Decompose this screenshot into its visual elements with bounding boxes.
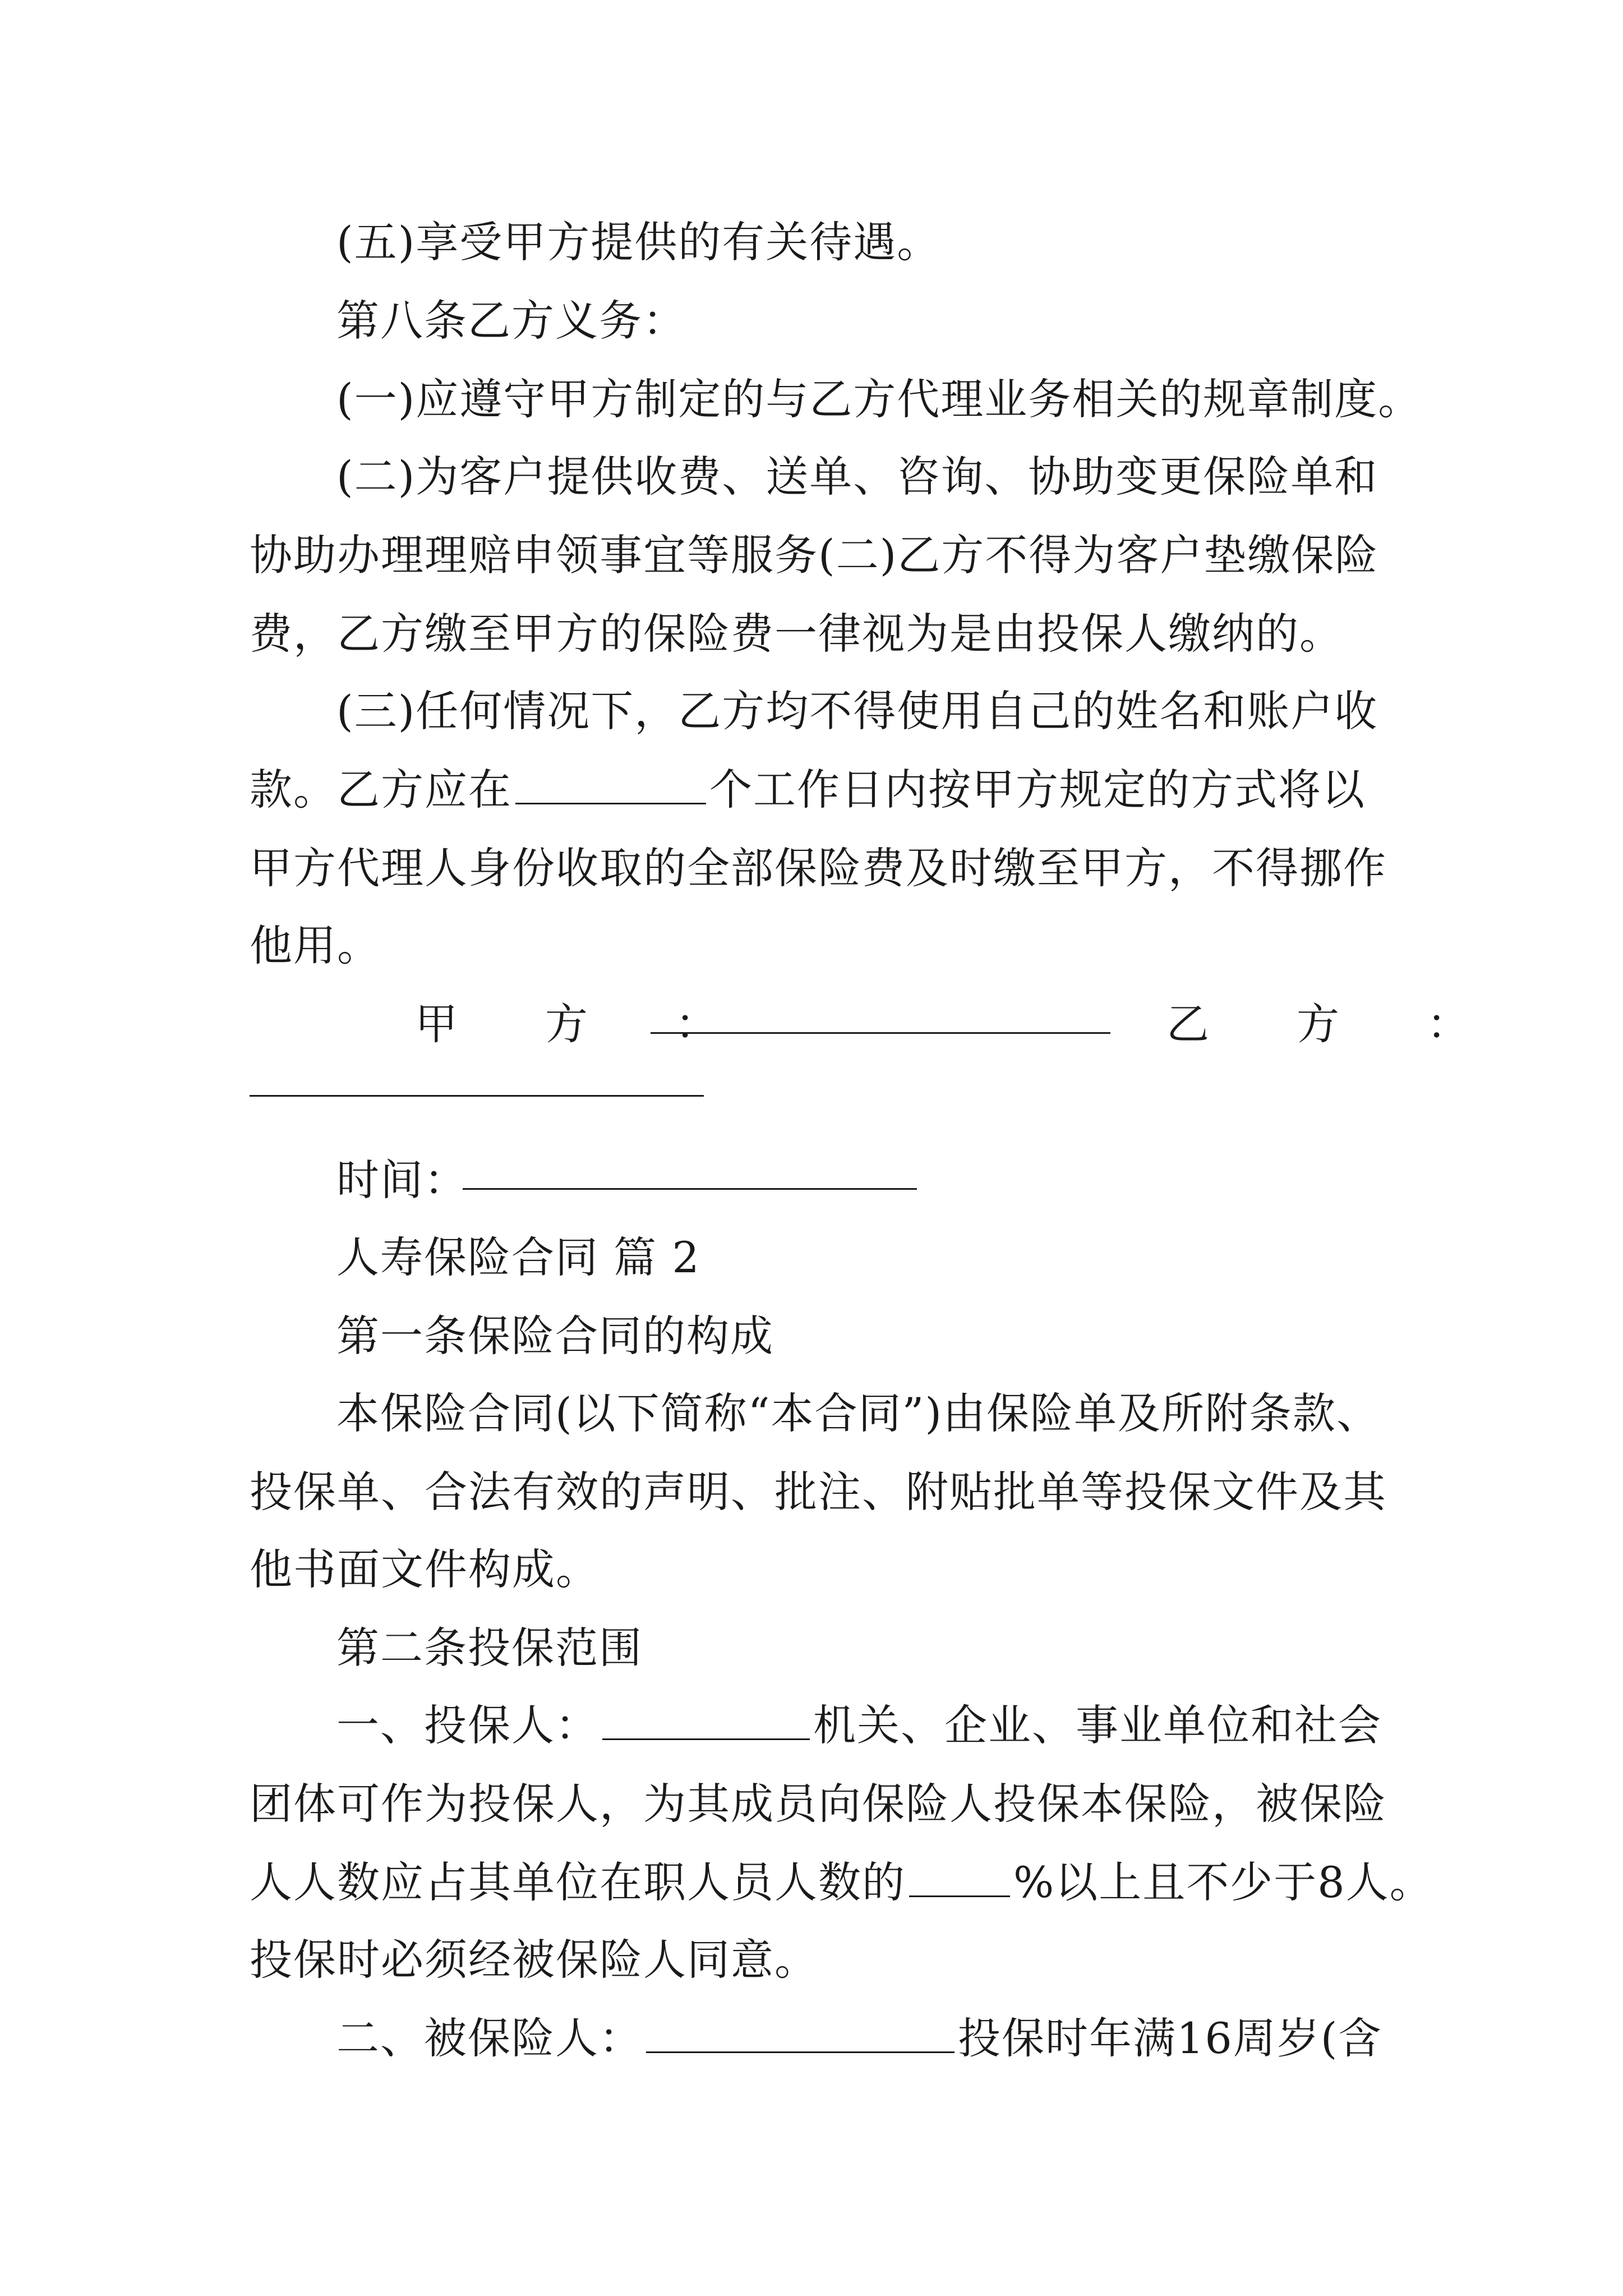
text-line: (一)应遵守甲方制定的与乙方代理业务相关的规章制度。 xyxy=(336,374,1422,424)
text-line: 第八条乙方义务： xyxy=(336,296,686,346)
article-heading: 第二条投保范围 xyxy=(336,1623,643,1673)
text-segment: 投保时年满16周岁(含 xyxy=(958,2013,1382,2063)
article-heading: 第一条保险合同的构成 xyxy=(336,1311,774,1361)
party-a-signature-line[interactable] xyxy=(651,1032,1110,1034)
text-line: 甲方代理人身份收取的全部保险费及时缴至甲方，不得挪作 xyxy=(250,843,1387,893)
text-line: 费，乙方缴至甲方的保险费一律视为是由投保人缴纳的。 xyxy=(250,609,1343,659)
party-b-label: 乙 方 ： xyxy=(1166,999,1492,1049)
section-title: 人寿保险合同 篇 2 xyxy=(336,1232,700,1282)
text-line xyxy=(250,1855,1433,1911)
text-segment: 机关、企业、事业单位和社会 xyxy=(813,1700,1382,1750)
party-b-signature-line[interactable] xyxy=(250,1095,704,1097)
fill-in-blank[interactable] xyxy=(909,1862,1010,1897)
text-segment: 二、被保险人： xyxy=(336,2013,643,2063)
fill-in-blank[interactable] xyxy=(646,2018,955,2053)
text-line: 他用。 xyxy=(250,921,381,970)
text-line: (三)任何情况下，乙方均不得使用自己的姓名和账户收 xyxy=(336,686,1378,736)
text-segment: 款。乙方应在 xyxy=(250,765,512,815)
text-line: 他书面文件构成。 xyxy=(250,1544,600,1594)
party-a-label: 甲 方 ： xyxy=(415,999,740,1049)
text-line: (二)为客户提供收费、送单、咨询、协助变更保险单和 xyxy=(336,452,1378,501)
text-line xyxy=(336,2010,1382,2067)
text-line: (五)享受甲方提供的有关待遇。 xyxy=(336,217,941,267)
text-segment: 个工作日内按甲方规定的方式将以 xyxy=(709,765,1366,815)
text-line xyxy=(250,762,1366,818)
text-segment: 人人数应占其单位在职人员人数的 xyxy=(250,1857,906,1907)
text-line xyxy=(336,1697,1382,1754)
text-segment: 一、投保人： xyxy=(336,1700,599,1750)
time-blank[interactable] xyxy=(463,1188,917,1190)
text-line: 投保时必须经被保险人同意。 xyxy=(250,1935,818,1985)
fill-in-blank[interactable] xyxy=(602,1705,810,1740)
text-line: 协助办理理赔申领事宜等服务(二)乙方不得为客户垫缴保险 xyxy=(250,530,1379,580)
fill-in-blank[interactable] xyxy=(515,769,706,804)
text-line: 本保险合同(以下简称“本合同”)由保险单及所附条款、 xyxy=(336,1388,1381,1438)
text-line: 投保单、合法有效的声明、批注、附贴批单等投保文件及其 xyxy=(250,1467,1387,1517)
text-segment: %以上且不少于8人。 xyxy=(1013,1857,1433,1907)
time-label: 时间： xyxy=(336,1155,468,1205)
text-line: 团体可作为投保人，为其成员向保险人投保本保险，被保险 xyxy=(250,1779,1387,1829)
